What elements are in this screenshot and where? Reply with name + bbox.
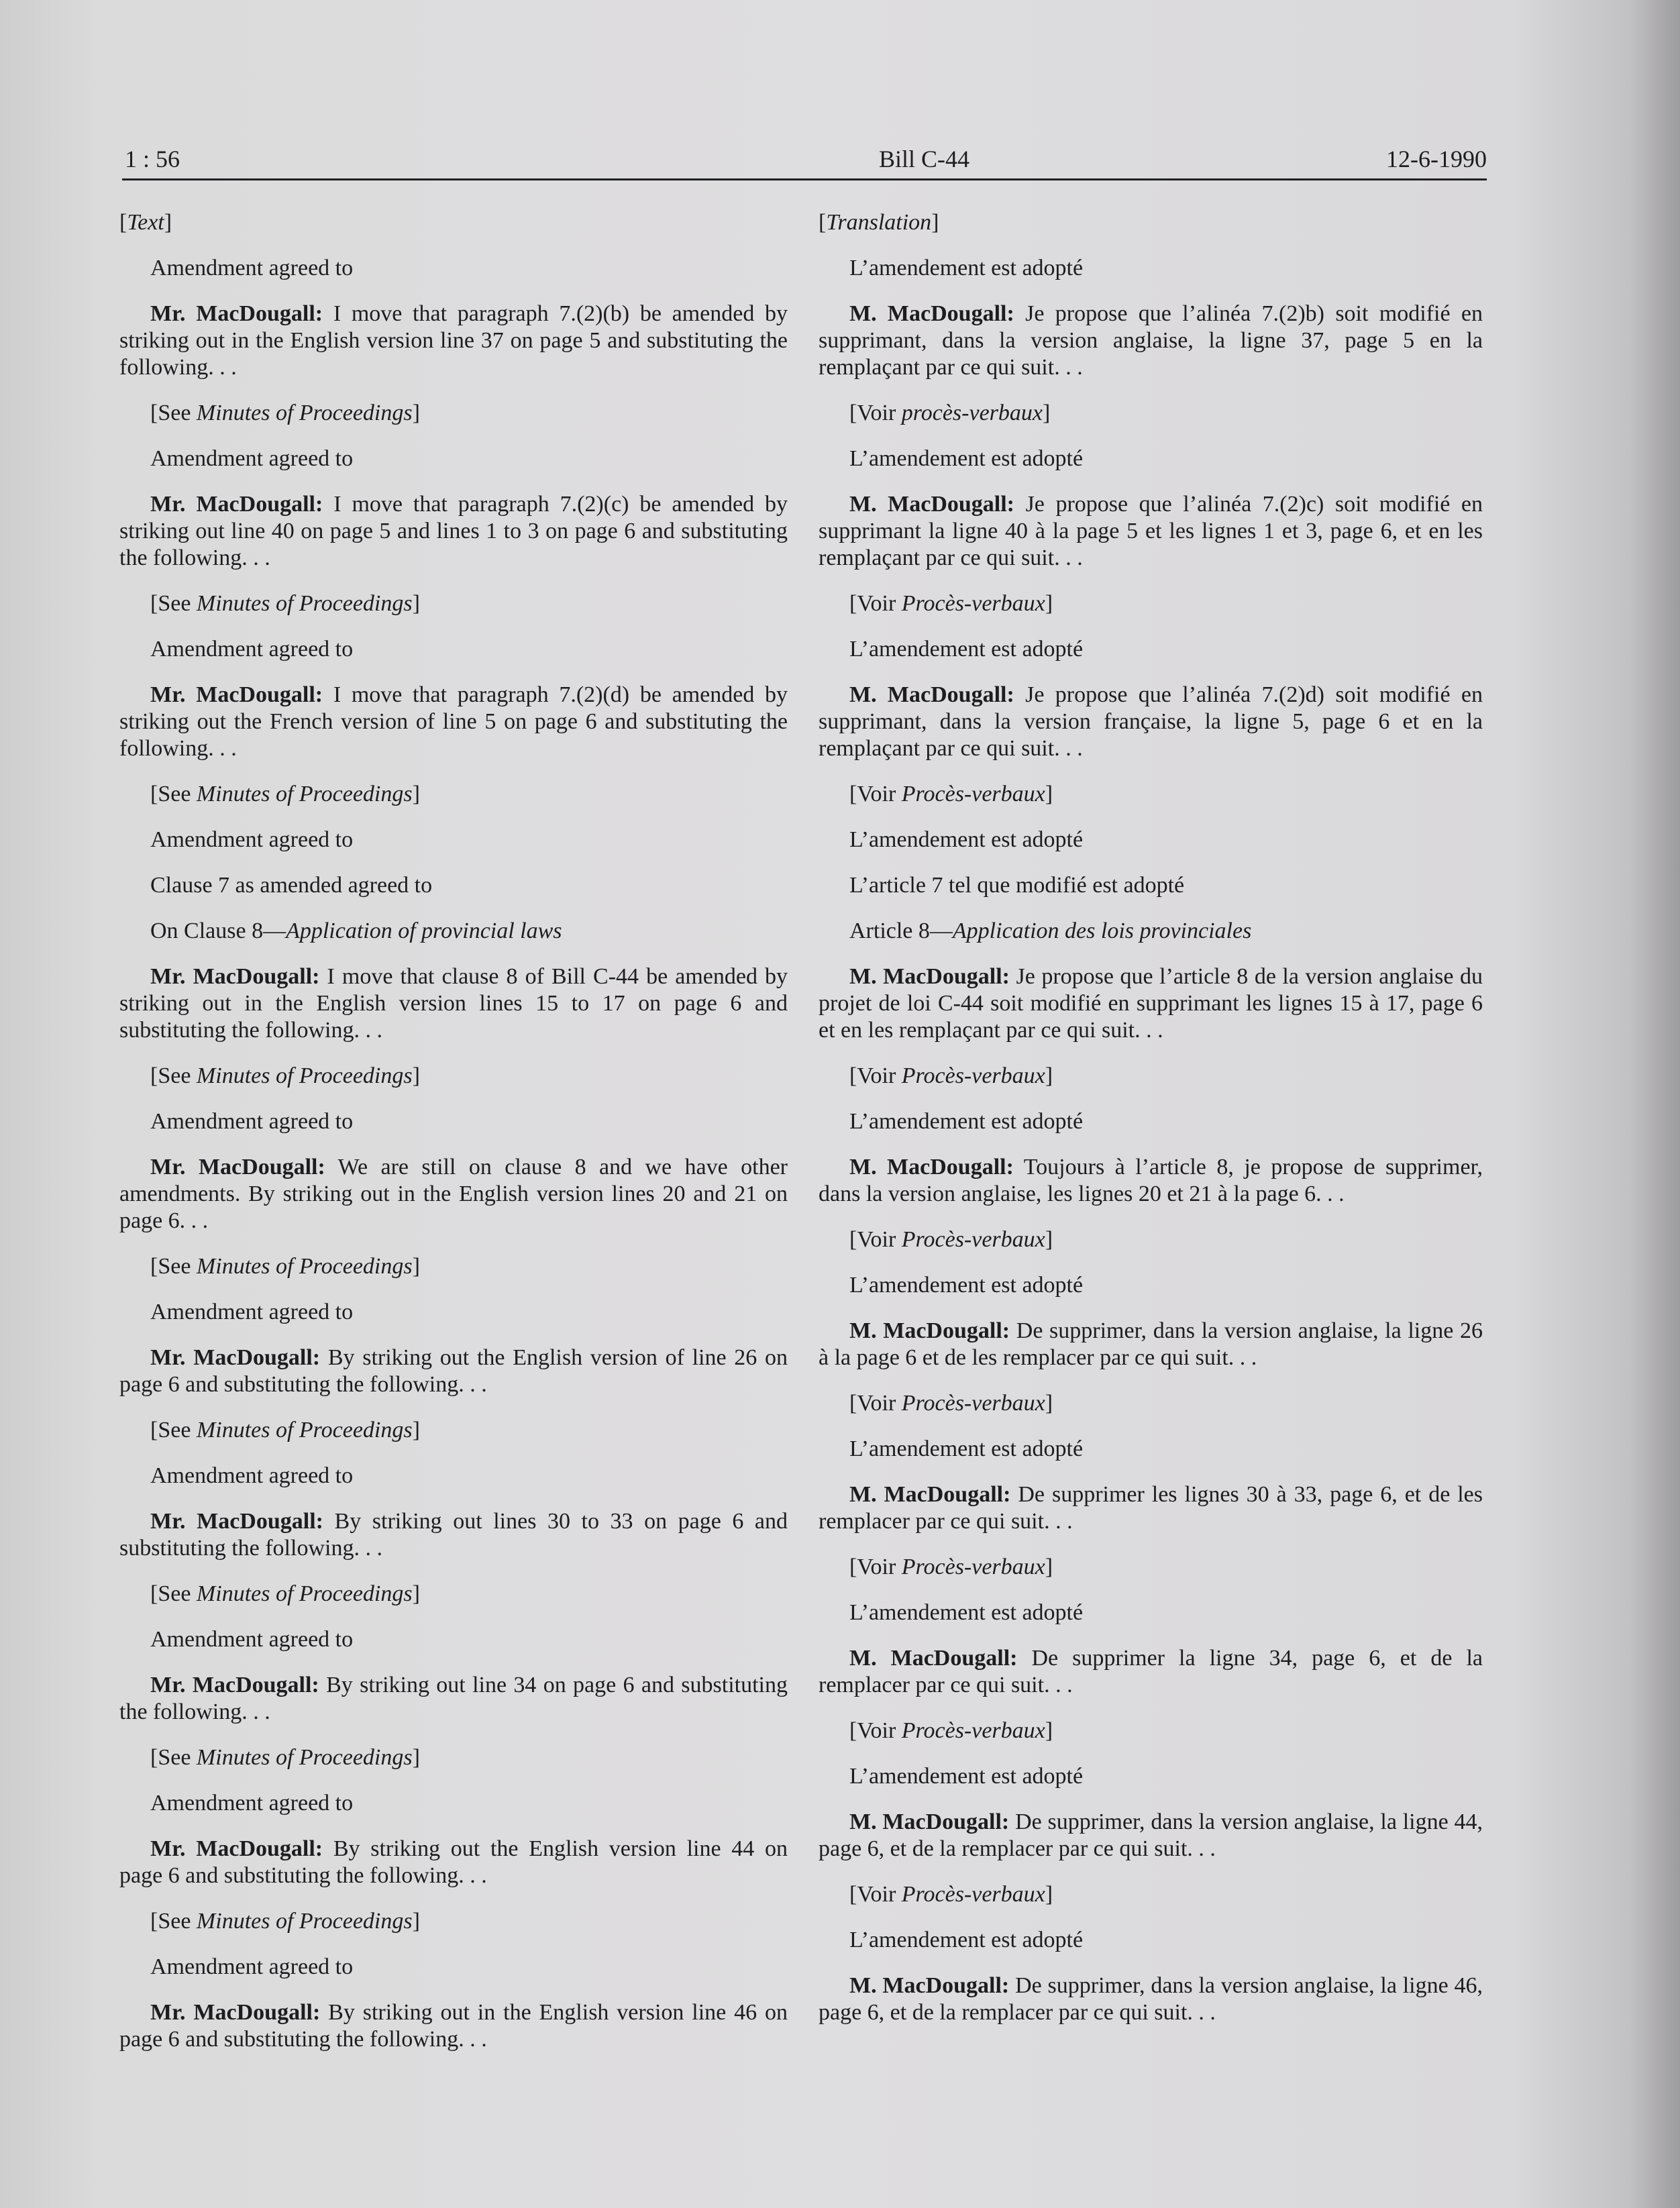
motion-result: L’amendement est adopté bbox=[849, 827, 1084, 852]
reference-prefix: See bbox=[158, 401, 197, 425]
speaker-name: M. MacDougall: bbox=[849, 301, 1014, 326]
motion-result: Amendment agreed to bbox=[150, 827, 354, 852]
minutes-reference bbox=[119, 1744, 788, 1771]
sitting-date: 12-6-1990 bbox=[1386, 146, 1487, 172]
bracket: [ bbox=[150, 1418, 158, 1442]
page-header bbox=[122, 132, 1487, 180]
speaker-paragraph bbox=[819, 1973, 1483, 2026]
speech-text: Je propose que l’alinéa 7.(2)b) soit modifié en supprimant, dans la version anglaise, la ligne 37, page 5 en la remplaçant par ce qui suit. . . bbox=[819, 301, 1483, 380]
minutes-reference bbox=[119, 400, 788, 427]
clause-heading bbox=[819, 918, 1483, 945]
bracket: ] bbox=[1045, 591, 1053, 616]
reference-prefix: Voir bbox=[857, 1555, 902, 1579]
speaker-name: M. MacDougall: bbox=[849, 1155, 1014, 1179]
column-label-text: Translation bbox=[826, 210, 932, 235]
minutes-reference bbox=[119, 1253, 788, 1280]
speaker-name: Mr. MacDougall: bbox=[150, 492, 323, 517]
motion-result: L’amendement est adopté bbox=[849, 1436, 1084, 1461]
speaker-name: Mr. MacDougall: bbox=[150, 301, 323, 326]
reference-title: Minutes of Proceedings bbox=[196, 1581, 413, 1606]
minutes-reference bbox=[819, 1063, 1483, 1090]
speech-text: By striking out the English version line 44 on page 6 and substituting the following. . . bbox=[119, 1836, 788, 1888]
speech-text: I move that paragraph 7.(2)(c) be amended by striking out line 40 on page 5 and lines 1 to 3 on page 6 and substituting the following. . . bbox=[119, 492, 788, 570]
reference-title: Minutes of Proceedings bbox=[196, 1909, 413, 1934]
motion-result: L’amendement est adopté bbox=[849, 446, 1084, 471]
bracket: ] bbox=[412, 1745, 420, 1770]
bracket: ] bbox=[412, 1909, 420, 1934]
speaker-name: M. MacDougall: bbox=[849, 1318, 1010, 1343]
reference-prefix: Voir bbox=[857, 1227, 902, 1252]
reference-title: Procès-verbaux bbox=[901, 591, 1045, 616]
bracket: [ bbox=[150, 1745, 158, 1770]
clause-title: Application des lois provinciales bbox=[952, 918, 1252, 943]
bracket: ] bbox=[412, 1581, 420, 1606]
reference-title: Minutes of Proceedings bbox=[196, 782, 413, 806]
speech-text: By striking out lines 30 to 33 on page 6 and substituting the following. . . bbox=[119, 1509, 788, 1561]
bracket: [ bbox=[849, 1718, 857, 1743]
reference-prefix: See bbox=[158, 1418, 197, 1442]
speaker-paragraph bbox=[119, 1508, 788, 1562]
minutes-reference bbox=[819, 1881, 1483, 1908]
motion-result: L’amendement est adopté bbox=[849, 1764, 1084, 1789]
minutes-reference bbox=[119, 1581, 788, 1608]
speaker-paragraph bbox=[119, 491, 788, 572]
bracket: ] bbox=[412, 1254, 420, 1279]
reference-prefix: See bbox=[158, 1745, 197, 1770]
bracket: [ bbox=[849, 401, 857, 425]
speaker-paragraph bbox=[119, 1672, 788, 1726]
reference-title: Procès-verbaux bbox=[901, 1391, 1045, 1416]
bracket: [ bbox=[849, 1391, 857, 1416]
speech-text: By striking out the English version of line 26 on page 6 and substituting the following. . . bbox=[119, 1345, 788, 1397]
minutes-reference bbox=[119, 1063, 788, 1090]
speaker-paragraph bbox=[119, 1836, 788, 1889]
reference-prefix: Voir bbox=[857, 782, 902, 806]
bracket: [ bbox=[849, 1882, 857, 1907]
bracket: [ bbox=[150, 401, 158, 425]
minutes-reference bbox=[819, 1718, 1483, 1744]
reference-title: Procès-verbaux bbox=[901, 1063, 1045, 1088]
speech-text: De supprimer la ligne 34, page 6, et de la remplacer par ce qui suit. . . bbox=[819, 1646, 1483, 1697]
motion-result: Amendment agreed to bbox=[150, 1954, 354, 1979]
speech-text: De supprimer, dans la version anglaise, la ligne 46, page 6, et de la remplacer par ce qui suit. . . bbox=[819, 1973, 1483, 2025]
reference-title: Procès-verbaux bbox=[901, 782, 1045, 806]
reference-title: Procès-verbaux bbox=[901, 1718, 1045, 1743]
motion-result: Amendment agreed to bbox=[150, 1791, 354, 1816]
speaker-paragraph bbox=[819, 1645, 1483, 1699]
speaker-paragraph bbox=[819, 682, 1483, 762]
clause-prefix: Article 8— bbox=[849, 918, 953, 943]
speaker-paragraph bbox=[819, 1481, 1483, 1535]
motion-result: L’amendement est adopté bbox=[849, 1273, 1084, 1298]
speech-text: Je propose que l’alinéa 7.(2)c) soit modifié en supprimant la ligne 40 à la page 5 et les lignes 1 et 3, page 6, et en les remplaçant par ce qui suit. . . bbox=[819, 492, 1483, 570]
motion-result: L’amendement est adopté bbox=[849, 256, 1084, 280]
motion-result: Amendment agreed to bbox=[150, 446, 354, 471]
bracket: [ bbox=[150, 782, 158, 806]
reference-prefix: Voir bbox=[857, 401, 902, 425]
reference-prefix: See bbox=[158, 1581, 197, 1606]
reference-prefix: See bbox=[158, 782, 197, 806]
speaker-name: Mr. MacDougall: bbox=[150, 682, 323, 707]
bracket: ] bbox=[1045, 1555, 1053, 1579]
reference-prefix: See bbox=[158, 1909, 197, 1934]
motion-result: L’amendement est adopté bbox=[849, 1600, 1084, 1625]
reference-title: Minutes of Proceedings bbox=[196, 401, 413, 425]
speech-text: Toujours à l’article 8, je propose de supprimer, dans la version anglaise, les lignes 20 et 21 à la page 6. . . bbox=[819, 1155, 1483, 1206]
bracket: ] bbox=[1045, 1882, 1053, 1907]
motion-result: Amendment agreed to bbox=[150, 256, 354, 280]
speaker-paragraph bbox=[119, 301, 788, 381]
motion-result: Amendment agreed to bbox=[150, 1300, 354, 1324]
minutes-reference bbox=[119, 1908, 788, 1935]
reference-title: Minutes of Proceedings bbox=[196, 1063, 413, 1088]
speaker-name: M. MacDougall: bbox=[849, 1482, 1011, 1507]
reference-prefix: See bbox=[158, 1254, 197, 1279]
motion-result: Amendment agreed to bbox=[150, 1627, 354, 1652]
motion-result: L’article 7 tel que modifié est adopté bbox=[849, 873, 1185, 898]
english-column bbox=[119, 209, 788, 2072]
reference-title: procès-verbaux bbox=[901, 401, 1043, 425]
reference-title: Minutes of Proceedings bbox=[196, 1254, 413, 1279]
speaker-name: M. MacDougall: bbox=[849, 682, 1014, 707]
bracket: [ bbox=[849, 782, 857, 806]
bracket: ] bbox=[1045, 1227, 1053, 1252]
minutes-reference bbox=[819, 781, 1483, 808]
bracket: ] bbox=[1045, 1391, 1053, 1416]
reference-prefix: Voir bbox=[857, 1391, 902, 1416]
speech-text: By striking out in the English version line 46 on page 6 and substituting the following. . . bbox=[119, 2000, 788, 2052]
motion-result: L’amendement est adopté bbox=[849, 1928, 1084, 1952]
bracket: [ bbox=[150, 591, 158, 616]
speaker-name: Mr. MacDougall: bbox=[150, 1345, 321, 1370]
bracket: ] bbox=[1045, 782, 1053, 806]
speaker-name: Mr. MacDougall: bbox=[150, 1673, 319, 1697]
speaker-name: M. MacDougall: bbox=[849, 1809, 1010, 1834]
speaker-paragraph bbox=[119, 1345, 788, 1398]
motion-result: Clause 7 as amended agreed to bbox=[150, 873, 433, 898]
reference-title: Procès-verbaux bbox=[901, 1882, 1045, 1907]
page-number: 1 : 56 bbox=[125, 146, 180, 172]
reference-prefix: Voir bbox=[857, 1718, 902, 1743]
speaker-name: M. MacDougall: bbox=[849, 964, 1010, 989]
reference-prefix: Voir bbox=[857, 1063, 902, 1088]
speaker-name: M. MacDougall: bbox=[849, 1646, 1018, 1671]
bracket: [ bbox=[150, 1909, 158, 1934]
clause-title: Application of provincial laws bbox=[286, 918, 562, 943]
reference-title: Procès-verbaux bbox=[901, 1555, 1045, 1579]
french-column bbox=[819, 209, 1483, 2045]
reference-prefix: Voir bbox=[857, 1882, 902, 1907]
bracket: ] bbox=[1045, 1063, 1053, 1088]
minutes-reference bbox=[119, 590, 788, 617]
bracket: ] bbox=[412, 1063, 420, 1088]
motion-result: Amendment agreed to bbox=[150, 1463, 354, 1488]
bracket: ] bbox=[412, 401, 420, 425]
bracket: ] bbox=[1043, 401, 1051, 425]
speaker-paragraph bbox=[819, 963, 1483, 1044]
speaker-paragraph bbox=[119, 682, 788, 762]
speech-text: Je propose que l’article 8 de la version anglaise du projet de loi C-44 soit modifié en supprimant les lignes 15 à 17, page 6 et en les remplaçant par ce qui suit. . . bbox=[819, 964, 1483, 1043]
speaker-paragraph bbox=[819, 1809, 1483, 1862]
bracket: [ bbox=[849, 1063, 857, 1088]
speech-text: We are still on clause 8 and we have other amendments. By striking out in the English version lines 20 and 21 on page 6. . . bbox=[119, 1155, 788, 1233]
reference-prefix: See bbox=[158, 1063, 197, 1088]
motion-result: L’amendement est adopté bbox=[849, 637, 1084, 662]
clause-prefix: On Clause 8— bbox=[150, 918, 286, 943]
reference-prefix: See bbox=[158, 591, 197, 616]
speaker-paragraph bbox=[119, 963, 788, 1044]
reference-title: Procès-verbaux bbox=[901, 1227, 1045, 1252]
reference-title: Minutes of Proceedings bbox=[196, 1418, 413, 1442]
reference-title: Minutes of Proceedings bbox=[196, 591, 413, 616]
speaker-paragraph bbox=[819, 1154, 1483, 1208]
reference-prefix: Voir bbox=[857, 591, 902, 616]
minutes-reference bbox=[819, 1226, 1483, 1253]
speaker-name: Mr. MacDougall: bbox=[150, 2000, 321, 2025]
speech-text: De supprimer les lignes 30 à 33, page 6, et de les remplacer par ce qui suit. . . bbox=[819, 1482, 1483, 1534]
motion-result: Amendment agreed to bbox=[150, 637, 354, 662]
speech-text: Je propose que l’alinéa 7.(2)d) soit modifié en supprimant, dans la version française, la ligne 5, page 6 et en la remplaçant par ce qui suit. . . bbox=[819, 682, 1483, 761]
bill-title: Bill C-44 bbox=[879, 146, 970, 172]
speaker-name: Mr. MacDougall: bbox=[150, 1836, 323, 1861]
bracket: ] bbox=[412, 782, 420, 806]
bracket: ] bbox=[412, 1418, 420, 1442]
minutes-reference bbox=[819, 1390, 1483, 1417]
bracket: [ bbox=[849, 1555, 857, 1579]
speech-text: De supprimer, dans la version anglaise, la ligne 26 à la page 6 et de les remplacer par ce qui suit. . . bbox=[819, 1318, 1483, 1370]
speaker-name: M. MacDougall: bbox=[849, 1973, 1010, 1998]
motion-result: Amendment agreed to bbox=[150, 1109, 354, 1134]
bracket: ] bbox=[412, 591, 420, 616]
bracket: ] bbox=[1045, 1718, 1053, 1743]
minutes-reference bbox=[819, 590, 1483, 617]
bracket: [ bbox=[150, 1581, 158, 1606]
speaker-paragraph bbox=[819, 491, 1483, 572]
reference-title: Minutes of Proceedings bbox=[196, 1745, 413, 1770]
speaker-paragraph bbox=[819, 301, 1483, 381]
speaker-paragraph bbox=[119, 1999, 788, 2053]
bracket: [ bbox=[150, 1063, 158, 1088]
speaker-paragraph bbox=[819, 1318, 1483, 1371]
minutes-reference bbox=[819, 400, 1483, 427]
minutes-reference bbox=[119, 781, 788, 808]
motion-result: L’amendement est adopté bbox=[849, 1109, 1084, 1134]
minutes-reference bbox=[119, 1417, 788, 1444]
speech-text: By striking out line 34 on page 6 and substituting the following. . . bbox=[119, 1673, 788, 1724]
speaker-name: M. MacDougall: bbox=[849, 492, 1015, 517]
bracket: [ bbox=[150, 1254, 158, 1279]
speaker-name: Mr. MacDougall: bbox=[150, 1509, 323, 1534]
speaker-name: Mr. MacDougall: bbox=[150, 1155, 325, 1179]
speaker-name: Mr. MacDougall: bbox=[150, 964, 320, 989]
bracket: [ bbox=[849, 1227, 857, 1252]
column-label: [Text] bbox=[119, 210, 172, 235]
speech-text: I move that paragraph 7.(2)(d) be amended by striking out the French version of line 5 on page 6 and substituting the following. . . bbox=[119, 682, 788, 761]
speaker-paragraph bbox=[119, 1154, 788, 1234]
speech-text: De supprimer, dans la version anglaise, la ligne 44, page 6, et de la remplacer par ce qui suit. . . bbox=[819, 1809, 1483, 1861]
clause-heading bbox=[119, 918, 788, 945]
speech-text: I move that paragraph 7.(2)(b) be amended by striking out in the English version line 37 on page 5 and substituting the following. . . bbox=[119, 301, 788, 380]
bracket: [ bbox=[849, 591, 857, 616]
minutes-reference bbox=[819, 1554, 1483, 1581]
speech-text: I move that clause 8 of Bill C-44 be amended by striking out in the English version lines 15 to 17 on page 6 and substituting the following. . . bbox=[119, 964, 788, 1043]
column-label: [Translation] bbox=[819, 210, 939, 235]
column-label-text: Text bbox=[127, 210, 164, 235]
